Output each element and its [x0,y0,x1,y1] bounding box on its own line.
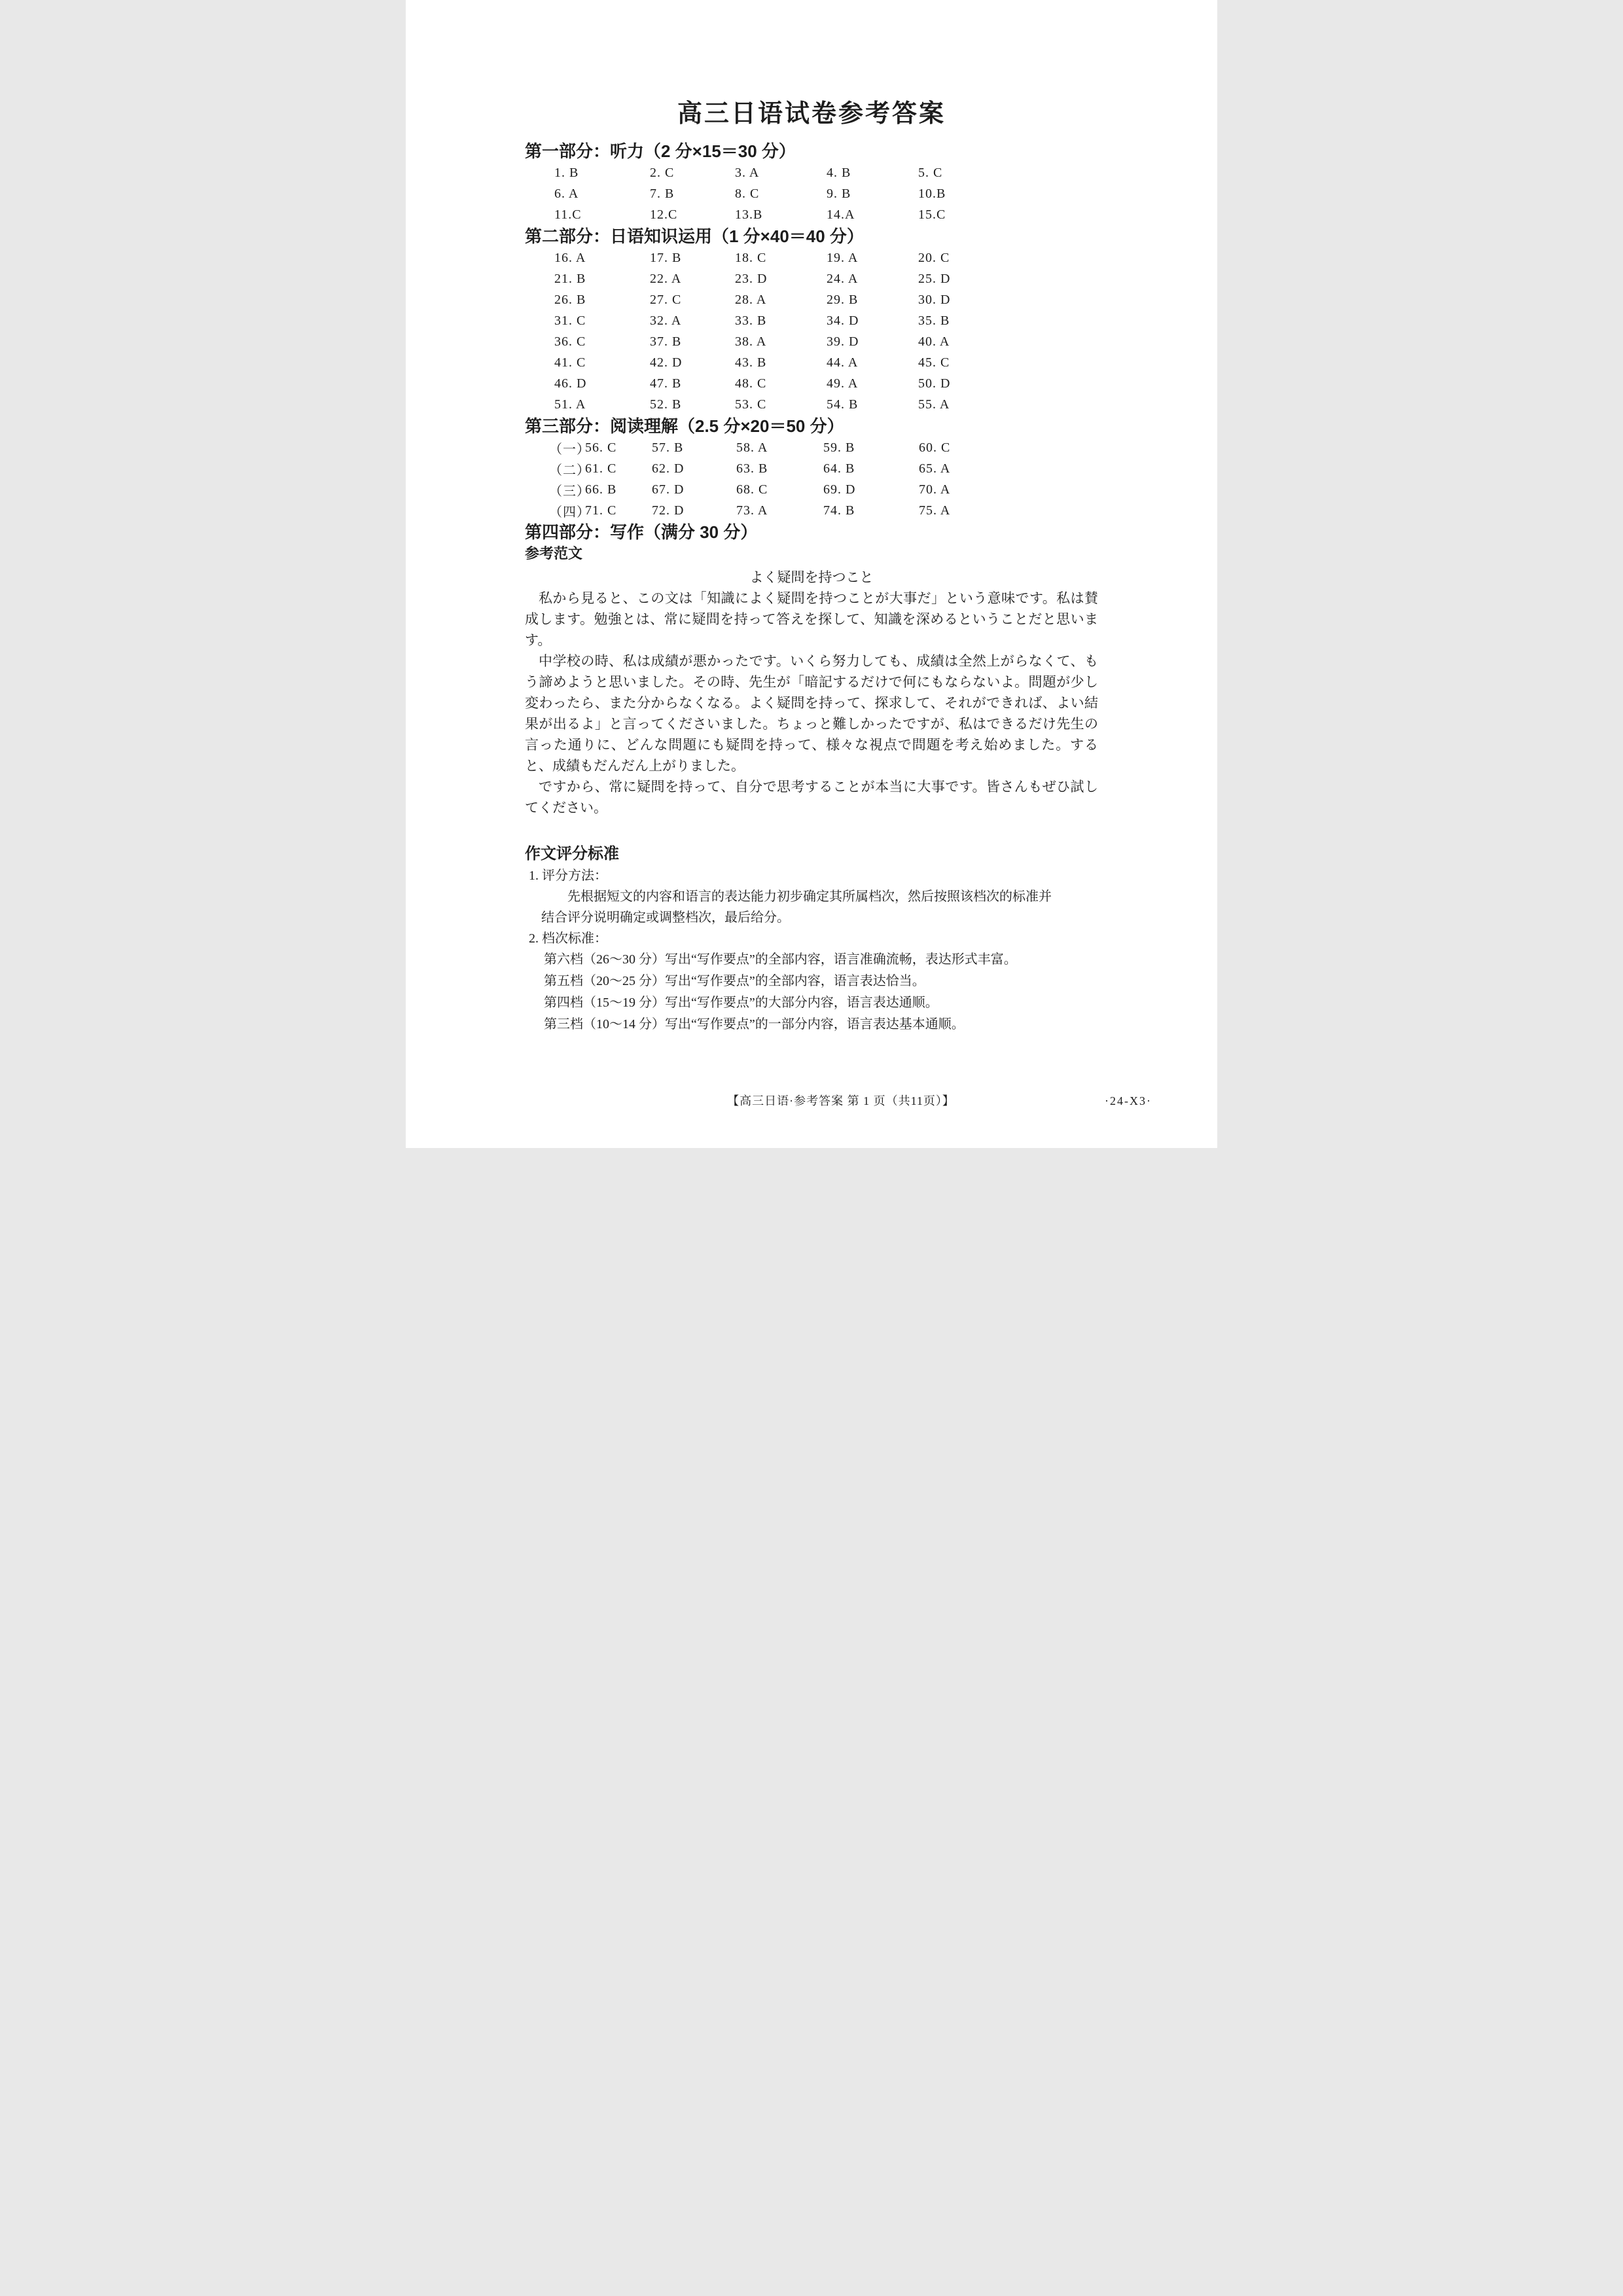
part2-answer-grid [525,247,1098,415]
answer-row [525,310,1098,331]
answer-cell: 52. B [650,397,682,412]
answer-cell: 15.C [918,207,946,222]
answer-cell: 25. D [918,271,951,286]
essay-paragraph: 中学校の時、私は成績が悪かったです。いくら努力しても、成績は全然上がらなくて、もう諦めようと思いました。その時、先生が「暗記するだけで何にもならないよ。問題が少し変わったら、また分からなくなる。よく疑問を持って、探求して、それができれば、よい結果が出るよ」と言ってくださいました。ちょっと難しかったですが、私はできるだけ先生の言った通りに、どんな問題にも疑問を持って、様々な視点で問題を考え始めました。すると、成績もだんだん上がりました。 [525,653,1098,774]
answer-row [525,247,1098,268]
answer-row [525,500,1098,521]
answer-cell: 30. D [918,292,951,307]
part2-heading: 第二部分：日语知识运用（1 分×40＝40 分） [525,226,864,246]
answer-cell: 2. C [650,165,675,180]
answer-cell: 23. D [735,271,768,286]
answer-cell: 46. D [554,376,587,391]
answer-cell: 9. B [827,186,851,201]
grading-level-line: 第三档（10～14 分）写出“写作要点”的一部分内容，语言表达基本通顺。 [544,1017,965,1031]
answer-cell: 55. A [918,397,950,412]
essay-paragraph: 私から見ると、この文は「知識によく疑問を持つことが大事だ」という意味です。私は賛成します。勉強とは、常に疑問を持って答えを探して、知識を深めるということだと思います。 [525,590,1098,648]
answer-cell: 14.A [827,207,855,222]
answer-cell: 20. C [918,250,950,265]
answer-cell: 67. D [652,482,685,497]
answer-cell: 38. A [735,334,767,349]
section-grading [525,843,1098,1035]
answer-cell: 21. B [554,271,586,286]
answer-cell: 47. B [650,376,682,391]
answer-cell: 54. B [827,397,859,412]
essay-title: よく疑問を持つこと [749,569,874,585]
document-content [406,98,1217,1035]
answer-row [525,204,1098,225]
part1-heading: 第一部分：听力（2 分×15＝30 分） [525,141,796,161]
answer-row [525,352,1098,373]
passage-label: （三） [549,484,590,499]
page-title: 高三日语试卷参考答案 [677,100,946,128]
answer-row [525,268,1098,289]
answer-cell: 68. C [736,482,768,497]
answer-cell: 8. C [735,186,760,201]
answer-cell: 57. B [652,440,684,455]
answer-cell: 33. B [735,313,767,328]
passage-label: （二） [549,463,590,478]
answer-cell: 29. B [827,292,859,307]
answer-cell: 32. A [650,313,682,328]
answer-cell: 31. C [554,313,586,328]
grading-levels-list [525,949,1098,1035]
answer-cell: 5. C [918,165,943,180]
answer-row [525,331,1098,352]
answer-row [525,394,1098,415]
document-page [406,0,1217,1148]
answer-cell: 12.C [650,207,678,222]
answer-cell: 63. B [736,461,768,476]
section-part1 [525,140,1098,225]
section-part3 [525,415,1098,521]
answer-cell: 6. A [554,186,579,201]
answer-cell: 24. A [827,271,859,286]
answer-cell: 41. C [554,355,586,370]
answer-cell: 39. D [827,334,859,349]
grading-levels-label: 2. 档次标准： [529,931,607,946]
answer-cell: 18. C [735,250,767,265]
grading-level-line: 第五档（20～25 分）写出“写作要点”的全部内容，语言表达恰当。 [544,974,925,988]
answer-cell: 10.B [918,186,946,201]
answer-row [525,437,1098,458]
answer-cell: 45. C [918,355,950,370]
answer-row [525,183,1098,204]
answer-cell: 1. B [554,165,579,180]
part3-answer-grid [525,437,1098,521]
part1-answer-grid [525,162,1098,225]
answer-cell: 35. B [918,313,950,328]
answer-cell: 13.B [735,207,763,222]
page-footer [406,1090,1217,1111]
footer-page-info: 【高三日语·参考答案 第 1 页（共11页）】 [727,1094,955,1107]
answer-cell: 49. A [827,376,859,391]
answer-cell: 72. D [652,503,685,518]
answer-cell: 61. C [585,461,617,476]
answer-cell: 53. C [735,397,767,412]
part3-heading: 第三部分：阅读理解（2.5 分×20＝50 分） [525,416,844,436]
answer-cell: 17. B [650,250,682,265]
answer-cell: 75. A [919,503,951,518]
grading-method-line1: 先根据短文的内容和语言的表达能力初步确定其所属档次，然后按照该档次的标准并 [567,889,1052,904]
grading-method-label: 1. 评分方法： [529,869,607,883]
answer-cell: 27. C [650,292,682,307]
essay-body [525,588,1098,818]
part4-heading: 第四部分：写作（满分 30 分） [525,522,758,542]
answer-cell: 73. A [736,503,768,518]
grading-level-line: 第四档（15～19 分）写出“写作要点”的大部分内容，语言表达通顺。 [544,996,938,1010]
answer-row [525,458,1098,479]
answer-cell: 34. D [827,313,859,328]
answer-cell: 42. D [650,355,683,370]
answer-row [525,289,1098,310]
answer-cell: 22. A [650,271,682,286]
grading-method-line2: 结合评分说明确定或调整档次，最后给分。 [541,910,790,925]
section-part2 [525,225,1098,415]
answer-cell: 40. A [918,334,950,349]
answer-cell: 7. B [650,186,675,201]
answer-cell: 43. B [735,355,767,370]
answer-row [525,373,1098,394]
answer-cell: 36. C [554,334,586,349]
answer-cell: 59. B [823,440,855,455]
grading-level-line: 第六档（26～30 分）写出“写作要点”的全部内容，语言准确流畅，表达形式丰富。 [544,952,1017,967]
answer-cell: 11.C [554,207,582,222]
answer-cell: 51. A [554,397,586,412]
answer-cell: 50. D [918,376,951,391]
answer-cell: 64. B [823,461,855,476]
section-part4 [525,521,1098,818]
answer-row [525,479,1098,500]
essay-paragraph: ですから、常に疑問を持って、自分で思考することが本当に大事です。皆さんもぜひ試してください。 [525,779,1098,816]
answer-cell: 66. B [585,482,617,497]
answer-cell: 3. A [735,165,760,180]
answer-cell: 26. B [554,292,586,307]
footer-paper-code: ·24-X3· [1105,1094,1152,1107]
answer-cell: 16. A [554,250,586,265]
answer-cell: 44. A [827,355,859,370]
answer-row [525,162,1098,183]
answer-cell: 69. D [823,482,856,497]
answer-cell: 65. A [919,461,951,476]
passage-label: （一） [549,442,590,457]
answer-cell: 71. C [585,503,617,518]
answer-cell: 62. D [652,461,685,476]
answer-cell: 37. B [650,334,682,349]
grading-heading: 作文评分标准 [525,845,619,863]
answer-cell: 4. B [827,165,851,180]
answer-cell: 28. A [735,292,767,307]
answer-cell: 60. C [919,440,951,455]
answer-cell: 58. A [736,440,768,455]
sample-essay-label: 参考范文 [525,545,583,562]
answer-cell: 56. C [585,440,617,455]
answer-cell: 19. A [827,250,859,265]
passage-label: （四） [549,505,590,520]
answer-cell: 48. C [735,376,767,391]
answer-cell: 74. B [823,503,855,518]
answer-cell: 70. A [919,482,951,497]
